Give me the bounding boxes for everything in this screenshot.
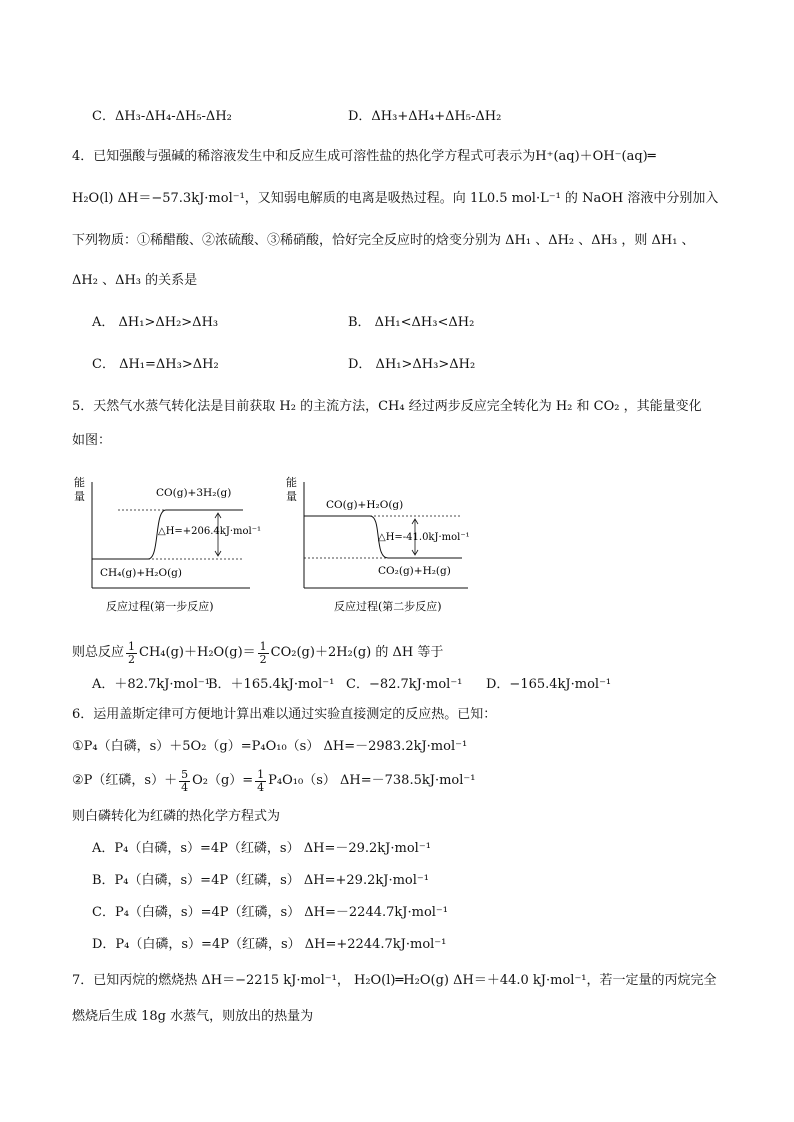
energy-diagram-step1 bbox=[68, 470, 268, 620]
diagram2-lower-label: CO₂(g)+H₂(g) bbox=[378, 565, 451, 577]
q6-eq2-frac1-num: 5 bbox=[181, 767, 189, 781]
q4-option-d: D． ΔH₁>ΔH₃>ΔH₂ bbox=[348, 357, 476, 372]
q5-question-mid: CH₄(g)＋H₂O(g)＝ bbox=[139, 645, 256, 660]
diagram2-caption: 反应过程(第二步反应) bbox=[334, 600, 442, 613]
q4-option-b: B． ΔH₁<ΔH₃<ΔH₂ bbox=[348, 315, 475, 330]
q5-stem-line-2: 如图： bbox=[72, 433, 112, 448]
q6-equation-1: ①P₄（白磷，s）＋5O₂（g）=P₄O₁₀（s） ΔH=－2983.2kJ·mol⁻¹ bbox=[72, 739, 468, 754]
q5-option-d: D．−165.4kJ·mol⁻¹ bbox=[486, 677, 612, 692]
q5-fraction-2 bbox=[258, 641, 269, 666]
q3-option-d: D．ΔH₃+ΔH₄+ΔH₅-ΔH₂ bbox=[348, 109, 502, 124]
q6-option-a: A．P₄（白磷，s）=4P（红磷，s） ΔH=－29.2kJ·mol⁻¹ bbox=[92, 841, 431, 856]
diagram1-caption: 反应过程(第一步反应) bbox=[106, 600, 214, 613]
q6-eq2-fraction-1 bbox=[179, 769, 190, 794]
diagram1-delta-label: △H=+206.4kJ·mol⁻¹ bbox=[158, 526, 262, 537]
q6-eq2-frac2-num: 1 bbox=[257, 767, 265, 781]
q6-eq2-fraction-2 bbox=[255, 769, 266, 794]
diagram2-upper-label: CO(g)+H₂O(g) bbox=[326, 499, 404, 511]
q3-option-c: C．ΔH₃-ΔH₄-ΔH₅-ΔH₂ bbox=[92, 109, 232, 124]
q4-stem-line-3: 下列物质：①稀醋酸、②浓硫酸、③稀硝酸，恰好完全反应时的焓变分别为 ΔH₁ 、ΔH₂ 、ΔH₃ ，则 ΔH₁ 、 bbox=[72, 233, 695, 248]
q6-option-c: C．P₄（白磷，s）=4P（红磷，s） ΔH=－2244.7kJ·mol⁻¹ bbox=[92, 905, 449, 920]
q6-eq2-prefix: ②P（红磷，s）＋ bbox=[72, 773, 178, 788]
diagram1-ylabel-top: 能 bbox=[74, 476, 85, 489]
q5-fraction-1 bbox=[126, 641, 137, 666]
q5-frac2-num: 1 bbox=[259, 639, 267, 653]
diagram1-ylabel-bottom: 量 bbox=[74, 490, 85, 503]
q5-frac1-den: 2 bbox=[128, 652, 136, 666]
q5-option-c: C．−82.7kJ·mol⁻¹ bbox=[346, 677, 463, 692]
q6-question-line: 则白磷转化为红磷的热化学方程式为 bbox=[72, 809, 281, 824]
q6-eq2-mid: O₂（g）= bbox=[192, 773, 254, 788]
diagram2-ylabel-bottom: 量 bbox=[286, 490, 297, 503]
diagram2-delta-label: △H=-41.0kJ·mol⁻¹ bbox=[378, 532, 470, 543]
q6-eq2-frac1-den: 4 bbox=[181, 780, 189, 794]
q4-stem-line-1: 4．已知强酸与强碱的稀溶液发生中和反应生成可溶性盐的热化学方程式可表示为H⁺(aq)＋OH⁻(aq)═ bbox=[72, 149, 656, 164]
q7-stem-line-1: 7．已知丙烷的燃烧热 ΔH＝−2215 kJ·mol⁻¹， H₂O(l)═H₂O(g) ΔH＝＋44.0 kJ·mol⁻¹，若一定量的丙烷完全 bbox=[72, 973, 717, 988]
q4-option-c: C． ΔH₁=ΔH₃>ΔH₂ bbox=[92, 357, 219, 372]
q6-stem-line-1: 6．运用盖斯定律可方便地计算出难以通过实验直接测定的反应热。已知： bbox=[72, 707, 497, 722]
q5-option-a: A．＋82.7kJ·mol⁻¹ bbox=[92, 677, 210, 692]
diagram1-lower-label: CH₄(g)+H₂O(g) bbox=[100, 567, 183, 579]
q6-option-d: D．P₄（白磷，s）=4P（红磷，s） ΔH=+2244.7kJ·mol⁻¹ bbox=[92, 937, 447, 952]
q7-stem-line-2: 燃烧后生成 18g 水蒸气，则放出的热量为 bbox=[72, 1009, 314, 1024]
q6-option-b: B．P₄（白磷，s）=4P（红磷，s） ΔH=+29.2kJ·mol⁻¹ bbox=[92, 873, 429, 888]
q6-eq2-end: P₄O₁₀（s） ΔH=－738.5kJ·mol⁻¹ bbox=[268, 773, 476, 788]
q5-frac1-num: 1 bbox=[128, 639, 136, 653]
q6-eq2-frac2-den: 4 bbox=[257, 780, 265, 794]
q5-option-b: B．＋165.4kJ·mol⁻¹ bbox=[208, 677, 335, 692]
q5-question-line bbox=[72, 638, 443, 668]
q4-stem-line-2: H₂O(l) ΔH＝−57.3kJ·mol⁻¹，又知弱电解质的电离是吸热过程。向 1L0.5 mol·L⁻¹ 的 NaOH 溶液中分别加入 bbox=[72, 191, 719, 206]
q5-stem-line-1: 5．天然气水蒸气转化法是目前获取 H₂ 的主流方法，CH₄ 经过两步反应完全转化为 H₂ 和 CO₂ ，其能量变化 bbox=[72, 399, 702, 414]
q5-frac2-den: 2 bbox=[259, 652, 267, 666]
diagram1-upper-label: CO(g)+3H₂(g) bbox=[156, 487, 232, 499]
q4-stem-line-4: ΔH₂ 、ΔH₃ 的关系是 bbox=[72, 273, 198, 288]
q6-equation-2 bbox=[72, 766, 475, 796]
q5-question-prefix: 则总反应 bbox=[72, 645, 125, 660]
q5-question-end: CO₂(g)＋2H₂(g) 的 ΔH 等于 bbox=[270, 645, 444, 660]
q4-option-a: A． ΔH₁>ΔH₂>ΔH₃ bbox=[92, 315, 219, 330]
energy-diagram-step2 bbox=[282, 470, 492, 620]
diagram2-ylabel-top: 能 bbox=[286, 476, 297, 489]
